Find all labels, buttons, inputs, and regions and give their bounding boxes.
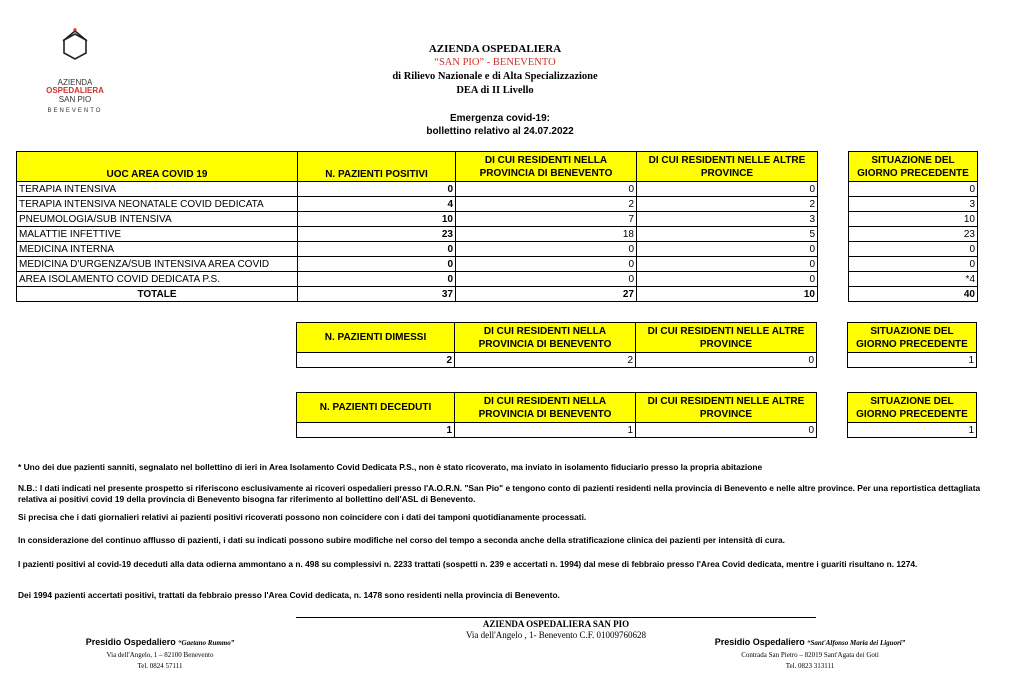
row-positivi: 0 xyxy=(298,272,456,287)
footer-right-address: Contrada San Pietro – 82019 Sant'Agata dei Goti xyxy=(741,651,879,659)
table-row xyxy=(17,212,978,227)
table-row xyxy=(17,272,978,287)
col-header-bn: DI CUI RESIDENTI NELLA PROVINCIA DI BENEVENTO xyxy=(456,152,637,182)
footer-right-title: Presidio Ospedaliero xyxy=(714,637,805,647)
note-residenti: Dei 1994 pazienti accertati positivi, trattati da febbraio presso l'Area Covid dedicata, n. 1478 sono residenti nella provincia di Benevento. xyxy=(18,590,560,600)
subtitle-line-1: Emergenza covid-19: xyxy=(449,113,551,124)
row-bn: 0 xyxy=(456,257,637,272)
total-label: TOTALE xyxy=(17,287,298,302)
col-header-prec: SITUAZIONE DEL GIORNO PRECEDENTE xyxy=(849,152,978,182)
row-bn: 0 xyxy=(456,182,637,197)
header-line-1: AZIENDA OSPEDALIERA xyxy=(428,43,562,55)
row-area: MEDICINA INTERNA xyxy=(17,242,298,257)
table-gap xyxy=(818,257,849,272)
row-altre: 0 xyxy=(637,242,818,257)
footer-right-name: “Sant'Alfonso Maria dei Liguori” xyxy=(807,639,906,647)
header-line-4: DEA di II Livello xyxy=(456,85,534,96)
footer-center-title: AZIENDA OSPEDALIERA SAN PIO xyxy=(482,619,630,629)
row-positivi: 0 xyxy=(298,257,456,272)
footer-right-presidio xyxy=(690,637,930,647)
table-gap xyxy=(818,152,849,182)
note-deceduti: I pazienti positivi al covid-19 deceduti alla data odierna ammontano a n. 498 su complessivi n. 2233 trattati (sospetti n. 239 e accertati n. 1994) dal mese di febbraio presso l'Area Covid dedicata, mentre i guariti risultano n. 1274. xyxy=(18,559,918,569)
dimessi-header-bn: DI CUI RESIDENTI NELLA PROVINCIA DI BENEVENTO xyxy=(455,323,636,353)
table-gap xyxy=(817,323,848,353)
dimessi-bn: 2 xyxy=(455,353,636,368)
header-line-3: di Rilievo Nazionale e di Alta Specializzazione xyxy=(392,71,598,82)
logo-line-2: OSPEDALIERA xyxy=(46,86,104,95)
hospital-logo xyxy=(30,28,120,118)
header-line-2: “SAN PIO” - BENEVENTO xyxy=(434,57,556,68)
note-nb: N.B.: I dati indicati nel presente prospetto si riferiscono esclusivamente ai ricoveri ospedalieri presso l'A.O.R.N. "San Pio" e tengono conto di pazienti residenti nella provincia di Benevento e nelle altre province. Per una reportistica dettagliata relativa ai positivi covid 19 della provincia di Benevento bisogna far riferimento al bollettino dell'ASL di Benevento. xyxy=(18,483,981,504)
dimessi-altre: 0 xyxy=(636,353,817,368)
footer-left-address: Via dell'Angelo, 1 – 82100 Benevento xyxy=(106,651,214,659)
dimessi-table xyxy=(296,322,977,368)
table-gap xyxy=(817,393,848,423)
table-gap xyxy=(818,197,849,212)
deceduti-header-count: N. PAZIENTI DECEDUTI xyxy=(297,393,455,423)
deceduti-table xyxy=(296,392,977,438)
col-header-area: UOC AREA COVID 19 xyxy=(17,152,298,182)
footer-left-tel: Tel. 0824 57111 xyxy=(137,662,183,670)
total-positivi: 37 xyxy=(298,287,456,302)
row-altre: 5 xyxy=(637,227,818,242)
total-bn: 27 xyxy=(456,287,637,302)
row-area: AREA ISOLAMENTO COVID DEDICATA P.S. xyxy=(17,272,298,287)
row-bn: 18 xyxy=(456,227,637,242)
deceduti-header-prec: SITUAZIONE DEL GIORNO PRECEDENTE xyxy=(848,393,977,423)
row-positivi: 4 xyxy=(298,197,456,212)
row-area: MEDICINA D'URGENZA/SUB INTENSIVA AREA COVID xyxy=(17,257,298,272)
positivi-table xyxy=(16,151,978,302)
row-altre: 0 xyxy=(637,182,818,197)
footer-right-tel: Tel. 0823 313111 xyxy=(785,662,835,670)
total-altre: 10 xyxy=(637,287,818,302)
logo-line-1: AZIENDA xyxy=(57,78,93,87)
note-tamponi: Si precisa che i dati giornalieri relativi ai pazienti positivi ricoverati possono non coincidere con i dati dei tamponi quotidianamente processati. xyxy=(18,512,587,522)
row-altre: 3 xyxy=(637,212,818,227)
footer-center-address: Via dell'Angelo , 1- Benevento C.F. 01009760628 xyxy=(465,630,647,640)
footer-left-name: “Gaetano Rummo” xyxy=(178,639,235,647)
dimessi-header-prec: SITUAZIONE DEL GIORNO PRECEDENTE xyxy=(848,323,977,353)
row-prec: 0 xyxy=(849,242,978,257)
deceduti-bn: 1 xyxy=(455,423,636,438)
row-prec: 10 xyxy=(849,212,978,227)
row-altre: 2 xyxy=(637,197,818,212)
table-gap xyxy=(817,423,848,438)
col-header-altre: DI CUI RESIDENTI NELLE ALTRE PROVINCE xyxy=(637,152,818,182)
table-row xyxy=(17,242,978,257)
row-prec: 0 xyxy=(849,257,978,272)
col-header-positivi: N. PAZIENTI POSITIVI xyxy=(298,152,456,182)
row-prec: *4 xyxy=(849,272,978,287)
document-header xyxy=(300,42,690,98)
table-gap xyxy=(818,182,849,197)
row-positivi: 23 xyxy=(298,227,456,242)
row-prec: 3 xyxy=(849,197,978,212)
row-bn: 0 xyxy=(456,272,637,287)
deceduti-altre: 0 xyxy=(636,423,817,438)
row-area: TERAPIA INTENSIVA NEONATALE COVID DEDICATA xyxy=(17,197,298,212)
dimessi-header-count: N. PAZIENTI DIMESSI xyxy=(297,323,455,353)
table-gap xyxy=(818,212,849,227)
row-positivi: 0 xyxy=(298,182,456,197)
hexagon-house-icon xyxy=(58,28,92,62)
total-row xyxy=(17,287,978,302)
row-area: MALATTIE INFETTIVE xyxy=(17,227,298,242)
row-prec: 23 xyxy=(849,227,978,242)
logo-line-4: BENEVENTO xyxy=(47,108,103,114)
total-prec: 40 xyxy=(849,287,978,302)
row-bn: 7 xyxy=(456,212,637,227)
deceduti-header-bn: DI CUI RESIDENTI NELLA PROVINCIA DI BENEVENTO xyxy=(455,393,636,423)
deceduti-header-altre: DI CUI RESIDENTI NELLE ALTRE PROVINCE xyxy=(636,393,817,423)
row-bn: 2 xyxy=(456,197,637,212)
footer-divider xyxy=(296,617,816,618)
row-area: PNEUMOLOGIA/SUB INTENSIVA xyxy=(17,212,298,227)
table-gap xyxy=(818,242,849,257)
table-row xyxy=(17,227,978,242)
table-row xyxy=(17,197,978,212)
table-gap xyxy=(818,287,849,302)
deceduti-count: 1 xyxy=(297,423,455,438)
logo-line-3: SAN PIO xyxy=(58,95,92,104)
table-gap xyxy=(818,272,849,287)
subtitle-line-2: bollettino relativo al 24.07.2022 xyxy=(426,126,574,137)
bulletin-subtitle xyxy=(350,112,650,138)
table-row xyxy=(17,182,978,197)
row-altre: 0 xyxy=(637,257,818,272)
dimessi-count: 2 xyxy=(297,353,455,368)
note-afflusso: In considerazione del continuo afflusso di pazienti, i dati su indicati possono subire modifiche nel corso del tempo a seconda anche della stratificazione clinica dei pazienti per intensità di cura. xyxy=(18,535,785,545)
footer-left-presidio xyxy=(40,637,280,647)
dimessi-prec: 1 xyxy=(848,353,977,368)
deceduti-prec: 1 xyxy=(848,423,977,438)
table-gap xyxy=(817,353,848,368)
table-gap xyxy=(818,227,849,242)
dimessi-header-altre: DI CUI RESIDENTI NELLE ALTRE PROVINCE xyxy=(636,323,817,353)
row-area: TERAPIA INTENSIVA xyxy=(17,182,298,197)
row-positivi: 0 xyxy=(298,242,456,257)
table-row xyxy=(17,257,978,272)
row-prec: 0 xyxy=(849,182,978,197)
row-positivi: 10 xyxy=(298,212,456,227)
footer-left-title: Presidio Ospedaliero xyxy=(85,637,176,647)
note-asterisk: * Uno dei due pazienti sanniti, segnalato nel bollettino di ieri in Area Isolamento Covid Dedicata P.S., non è stato ricoverato, ma inviato in isolamento fiduciario presso la propria abitazione xyxy=(18,462,763,472)
row-bn: 0 xyxy=(456,242,637,257)
row-altre: 0 xyxy=(637,272,818,287)
